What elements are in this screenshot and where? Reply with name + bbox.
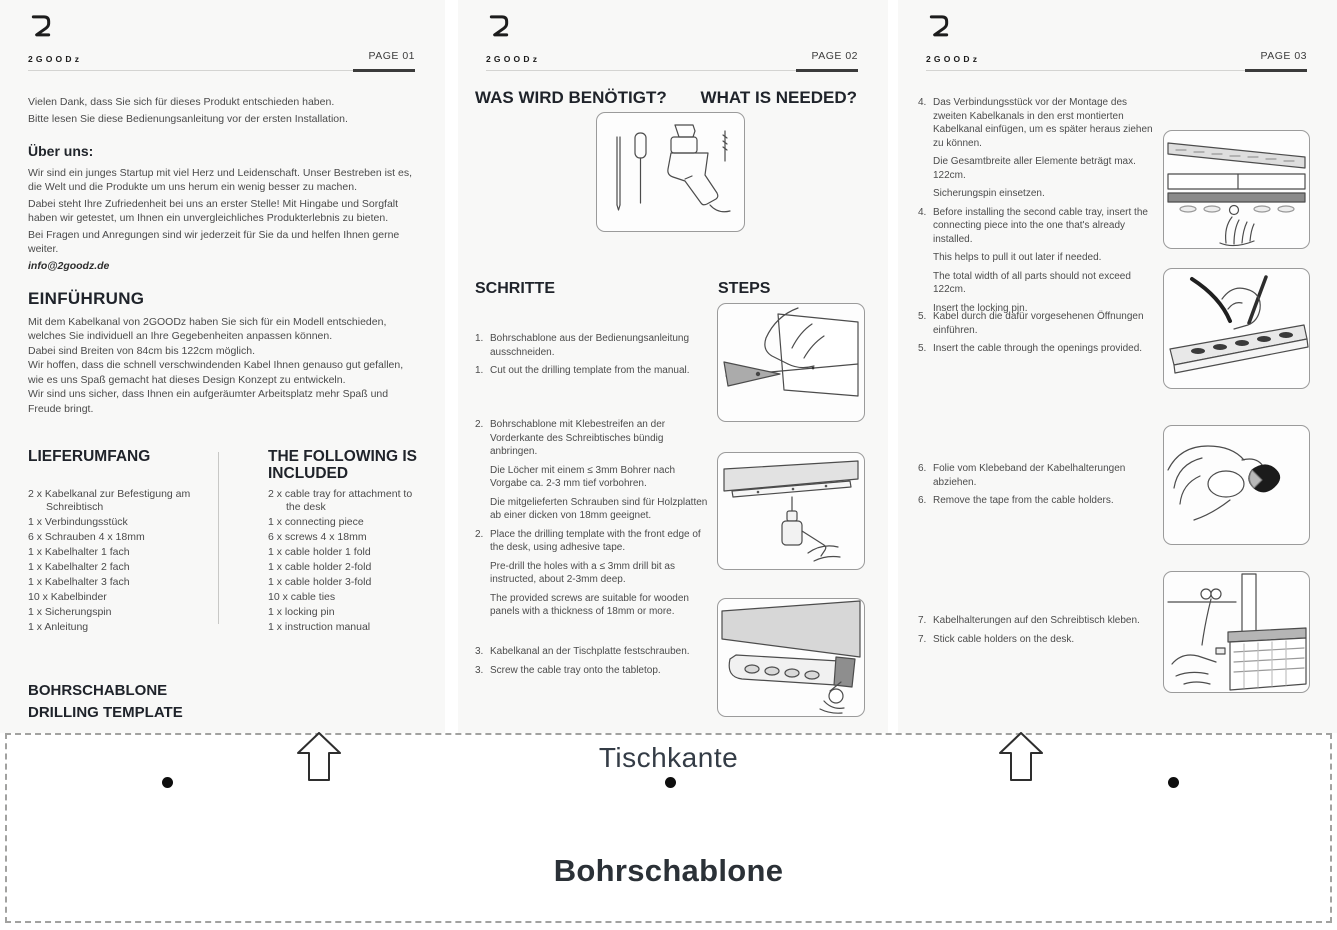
step-text: Pre-drill the holes with a ≤ 3mm drill bit as instructed, about 2-3mm deep.: [490, 560, 675, 585]
column-divider: [218, 452, 219, 624]
step-text: Place the drilling template with the front edge of the desk, using adhesive tape.: [490, 528, 701, 553]
brand-logo-icon: [926, 14, 950, 41]
step-text: Before installing the second cable tray, insert the connecting piece into the one that's already installed.: [933, 206, 1148, 245]
step-number: 7.: [918, 633, 927, 645]
list-item: 10 x Kabelbinder: [28, 590, 107, 603]
introduction-paragraph: Wir sind uns sicher, dass Ihnen ein aufgeräumter Arbeitsplatz mehr Spaß und Freude bringt.: [28, 388, 389, 415]
list-item: 1 x cable holder 3-fold: [268, 575, 372, 588]
step-text: Remove the tape from the cable holders.: [933, 495, 1114, 506]
step-number: [475, 560, 490, 587]
step-number: 4.: [918, 97, 927, 108]
laptop-illustration: [1163, 571, 1310, 693]
manual-page-02: [458, 0, 888, 733]
brand-name: 2GOODz: [486, 54, 541, 64]
step-text: Die mitgelieferten Schrauben sind für Holzplatten ab einer dicken von 18mm geeignet.: [490, 496, 708, 521]
list-item: 1 x instruction manual: [268, 620, 371, 633]
step-number: 1.: [475, 333, 484, 344]
header-rule-accent: [353, 69, 415, 72]
step-text: Sicherungspin einsetzen.: [933, 188, 1045, 199]
thanks-line: Vielen Dank, dass Sie sich für dieses Produkt entschieden haben.: [28, 96, 335, 108]
manual-page-01: [0, 0, 445, 733]
list-item: 1 x Kabelhalter 1 fach: [28, 545, 130, 558]
list-item: 10 x cable ties: [268, 590, 336, 603]
cable-holder-illustration: [1163, 425, 1310, 545]
included-list: [268, 448, 423, 636]
step-number: 4.: [918, 206, 927, 218]
included-heading: THE FOLLOWING IS INCLUDED: [268, 448, 417, 482]
step-number: [918, 270, 933, 297]
step-text: Stick cable holders on the desk.: [933, 633, 1075, 645]
step-number: 5.: [918, 343, 927, 354]
needed-heading-de: WAS WIRD BENÖTIGT?: [475, 88, 667, 107]
steps-group-1: [475, 332, 709, 383]
drilling-template-area: [5, 733, 1332, 923]
list-item: 6 x Schrauben 4 x 18mm: [28, 530, 145, 543]
about-heading: Über uns:: [28, 143, 94, 159]
steps-group-7: [918, 614, 1158, 651]
page-number-label: PAGE 02: [811, 50, 858, 62]
about-paragraph: Wir sind ein junges Startup mit viel Herz und Leidenschaft. Unser Bestreben ist es, die Welt und die Produkte um uns herum ein wenig besser zu machen.: [28, 166, 413, 193]
cutting-illustration: [717, 303, 865, 422]
about-section: [28, 144, 419, 275]
step-number: [918, 251, 933, 265]
drill-point-dot: [1168, 777, 1179, 788]
introduction-paragraph: Wir hoffen, dass die schnell verschwindenden Kabel Ihnen genauso gut gefallen, wie es uns Spaß gemacht hat dieses Design Konzept zu entwickeln.: [28, 359, 404, 386]
scope-heading: LIEFERUMFANG: [28, 448, 151, 465]
steps-group-2: [475, 418, 709, 624]
step-text: Bohrschablone aus der Bedienungsanleitung ausschneiden.: [490, 333, 690, 358]
list-item: 1 x connecting piece: [268, 515, 364, 528]
step-number: [475, 592, 490, 619]
about-paragraph: Dabei steht Ihre Zufriedenheit bei uns an erster Stelle! Mit Hingabe und Sorgfalt haben wir getestet, um Ihnen ein unvergleichliches Produkterlebnis zu bieten.: [28, 197, 399, 224]
step-text: Cut out the drilling template from the manual.: [490, 365, 690, 376]
drilling-template-note-de: BOHRSCHABLONE: [28, 682, 168, 699]
step-text: The total width of all parts should not exceed 122cm.: [933, 270, 1131, 295]
thanks-line: Bitte lesen Sie diese Bedienungsanleitung vor der ersten Installation.: [28, 112, 348, 125]
steps-group-5: [918, 310, 1158, 361]
steps-group-3: [475, 645, 709, 682]
list-item: 2 x Kabelkanal zur Befestigung am Schreibtisch: [28, 488, 191, 513]
drill-point-dot: [665, 777, 676, 788]
introduction-section: [28, 289, 421, 416]
introduction-heading: EINFÜHRUNG: [28, 289, 145, 308]
step-text: Die Löcher mit einem ≤ 3mm Bohrer nach Vorgabe ca. 2-3 mm tief vorbohren.: [490, 464, 676, 489]
step-text: Bohrschablone mit Klebestreifen an der Vorderkante des Schreibtisches bündig anbringen.: [490, 419, 666, 457]
list-item: 1 x cable holder 1 fold: [268, 545, 371, 558]
step-number: [475, 496, 490, 523]
header-rule-accent: [796, 69, 858, 72]
step-number: [475, 464, 490, 491]
list-item: 1 x locking pin: [268, 605, 335, 618]
step-number: 3.: [475, 664, 484, 676]
up-arrow-icon: [999, 732, 1043, 782]
list-item: 1 x Sicherungspin: [28, 605, 112, 618]
about-paragraph: Bei Fragen und Anregungen sind wir jederzeit für Sie da und helfen Ihnen gerne weiter.: [28, 228, 400, 255]
list-item: 2 x cable tray for attachment to the desk: [268, 488, 413, 513]
step-text: Insert the locking pin.: [933, 302, 1028, 314]
page-number-label: PAGE 01: [368, 50, 415, 62]
brand-name: 2GOODz: [926, 54, 981, 64]
step-text: Kabel durch die dafür vorgesehenen Öffnungen einführen.: [933, 311, 1144, 336]
header-rule-accent: [1245, 69, 1307, 72]
list-item: 1 x Kabelhalter 2 fach: [28, 560, 130, 573]
steps-group-4: [918, 96, 1158, 320]
manual-page-03: [898, 0, 1337, 733]
page-number-label: PAGE 03: [1260, 50, 1307, 62]
step-text: Das Verbindungsstück vor der Montage des zweiten Kabelkanals in den erst montierten Kabelkanal einfügen, um es später heraus ziehen zu können.: [933, 97, 1153, 149]
list-item: 1 x Kabelhalter 3 fach: [28, 575, 130, 588]
step-text: This helps to pull it out later if needed.: [933, 252, 1102, 263]
scope-of-delivery-list: [28, 448, 210, 636]
brand-logo-icon: [486, 14, 510, 41]
introduction-paragraph: Mit dem Kabelkanal von 2GOODz haben Sie sich für ein Modell entschieden, welches Sie individuell an Ihre Gegebenheiten anpassen können.: [28, 315, 387, 342]
needed-heading-en: WHAT IS NEEDED?: [700, 88, 857, 107]
cable-insert-illustration: [1163, 268, 1310, 389]
step-number: [918, 187, 933, 201]
contact-email: info@2goodz.de: [28, 259, 110, 272]
introduction-paragraph: Dabei sind Breiten von 84cm bis 122cm möglich.: [28, 344, 256, 357]
step-text: The provided screws are suitable for wooden panels with a thickness of 18mm or more.: [490, 592, 689, 617]
list-item: 1 x Verbindungsstück: [28, 515, 128, 528]
list-item: 1 x Anleitung: [28, 620, 89, 633]
list-item: 6 x screws 4 x 18mm: [268, 530, 367, 543]
steps-heading-en: STEPS: [718, 280, 771, 297]
connecting-piece-illustration: [1163, 130, 1310, 249]
drilling-illustration: [717, 452, 865, 570]
step-text: Die Gesamtbreite aller Elemente beträgt max. 122cm.: [933, 156, 1136, 181]
step-number: [918, 155, 933, 182]
step-number: 7.: [918, 615, 927, 626]
step-number: 6.: [918, 495, 927, 506]
drilling-template-note: [28, 680, 183, 724]
thanks-paragraphs: [28, 95, 419, 128]
screwing-illustration: [717, 598, 865, 717]
list-item: 1 x cable holder 2-fold: [268, 560, 372, 573]
step-text: Folie vom Klebeband der Kabelhalterungen abziehen.: [933, 463, 1126, 488]
drill-point-dot: [162, 777, 173, 788]
brand-logo-icon: [28, 14, 52, 41]
steps-heading-de: SCHRITTE: [475, 280, 555, 297]
step-text: Insert the cable through the openings provided.: [933, 343, 1143, 354]
step-number: 2.: [475, 528, 484, 540]
up-arrow-icon: [297, 732, 341, 782]
step-number: 1.: [475, 365, 484, 376]
steps-group-6: [918, 462, 1158, 513]
drilling-template-title: Bohrschablone: [553, 853, 784, 888]
step-number: 2.: [475, 419, 484, 430]
table-edge-label: Tischkante: [598, 742, 739, 773]
brand-name: 2GOODz: [28, 54, 83, 64]
step-number: 5.: [918, 311, 927, 322]
step-text: Kabelkanal an der Tischplatte festschrauben.: [490, 646, 690, 657]
step-number: 3.: [475, 646, 484, 657]
tools-illustration: [596, 112, 745, 232]
drilling-template-note-en: DRILLING TEMPLATE: [28, 704, 183, 721]
step-number: 6.: [918, 463, 927, 474]
step-text: Screw the cable tray onto the tabletop.: [490, 664, 661, 676]
step-text: Kabelhalterungen auf den Schreibtisch kleben.: [933, 615, 1140, 626]
